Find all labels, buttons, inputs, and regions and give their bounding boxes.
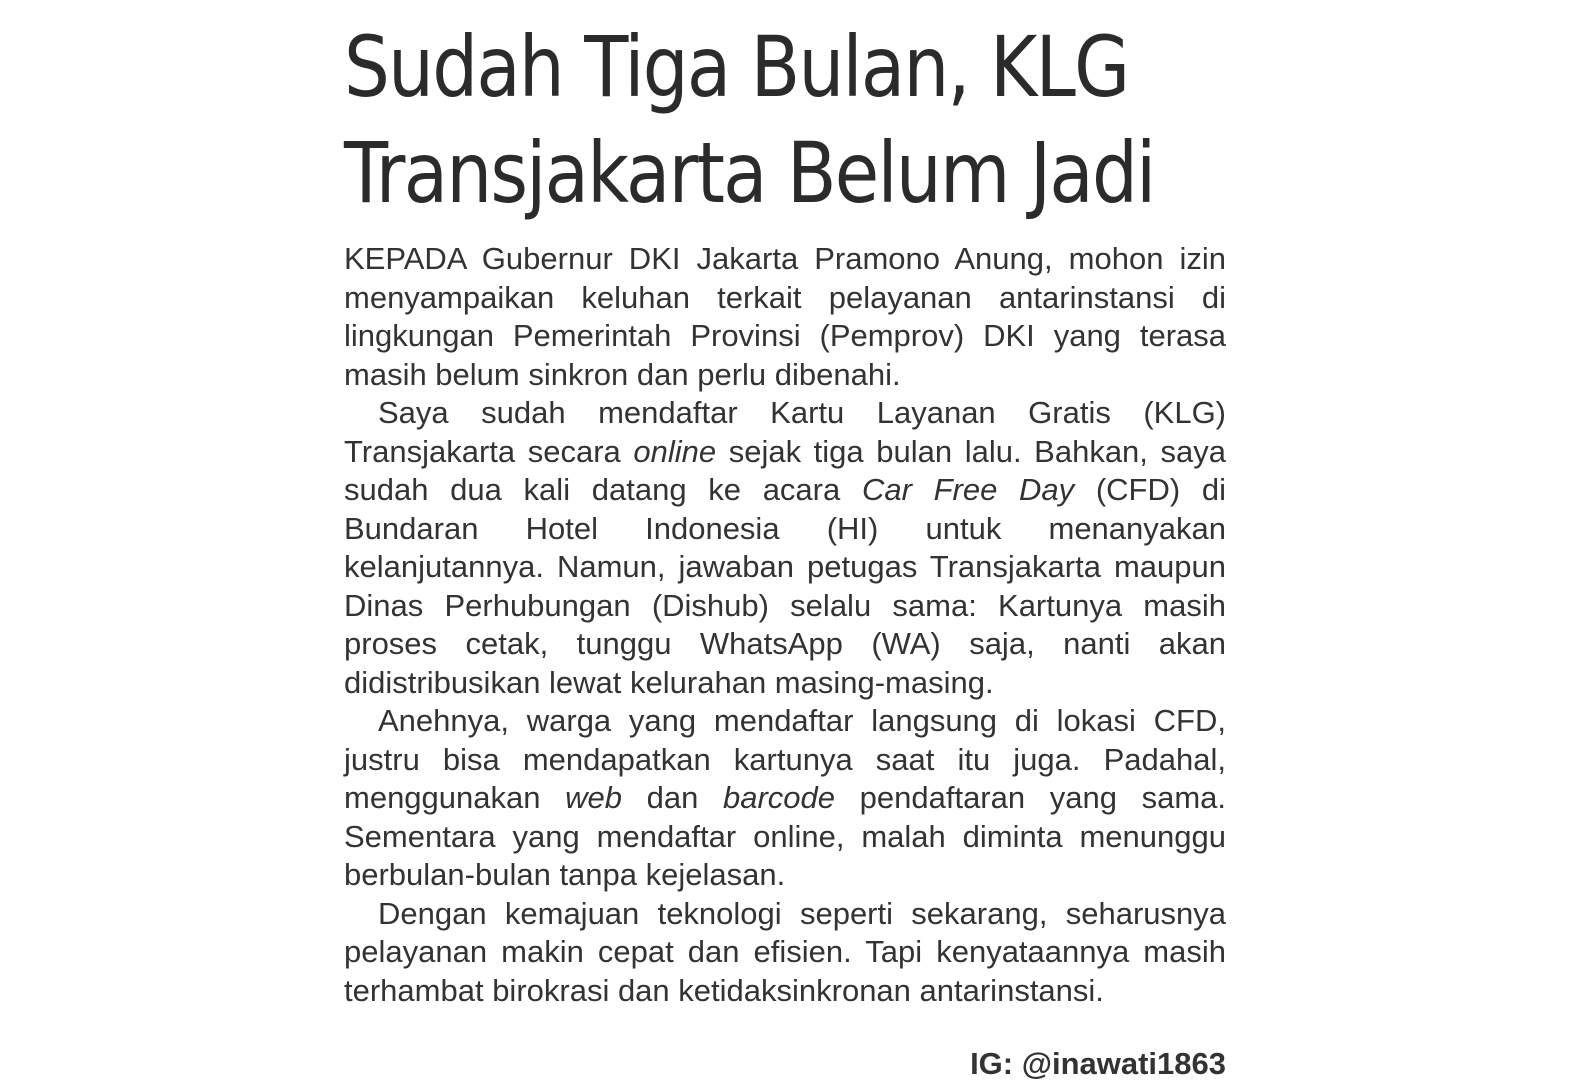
paragraph-2-part-a: Saya sudah mendaftar Kartu Layanan Gratis (KLG) Transjakarta secara (344, 395, 1226, 469)
article-body (344, 240, 1226, 1010)
signature: IG: @inawati1863 (970, 1046, 1226, 1081)
italic-car-free-day: Car Free Day (861, 472, 1075, 507)
italic-web: web (565, 780, 622, 815)
paragraph-4-text: Dengan kemajuan teknologi seperti sekarang, seharusnya pelayanan makin cepat dan efisien. Tapi kenyataannya masih terhambat birokrasi dan ketidaksinkronan antarinstansi. (344, 895, 1226, 1008)
paragraph-2-part-c: (CFD) di Bundaran Hotel Indonesia (HI) untuk menanyakan kelanjutannya. Namun, jawaban petugas Transjakarta maupun Dinas Perhubungan (Dishub) selalu sama: Kartunya masih proses cetak, tunggu WhatsApp (WA) saja, nanti akan didistribusikan lewat kelurahan masing-masing. (344, 472, 1227, 700)
paragraph-3-part-a: Anehnya, warga yang mendaftar langsung di lokasi CFD, justru bisa mendapatkan kartunya saat itu juga. Padahal, menggunakan (344, 703, 1226, 815)
paragraph-1 (344, 240, 1226, 394)
paragraph-2-part-b: sejak tiga bulan lalu. Bahkan, saya sudah dua kali datang ke acara (344, 433, 1226, 507)
paragraph-3-part-b: dan (622, 780, 723, 815)
headline (344, 14, 1155, 226)
paragraph-2 (344, 394, 1226, 702)
article (344, 14, 1226, 1010)
paragraph-1-text: KEPADA Gubernur DKI Jakarta Pramono Anung, mohon izin menyampaikan keluhan terkait pelayanan antarinstansi di lingkungan Pemerintah Provinsi (Pemprov) DKI yang terasa masih belum sinkron dan perlu dibenahi. (344, 241, 1226, 392)
italic-barcode: barcode (722, 780, 836, 815)
headline-line-2: Transjakarta Belum Jadi (344, 124, 1155, 222)
paragraph-3 (344, 702, 1226, 895)
paragraph-3-part-c: pendaftaran yang sama. Sementara yang mendaftar online, malah diminta menunggu berbulan-bulan tanpa kejelasan. (344, 780, 1227, 892)
italic-online: online (633, 433, 717, 469)
paragraph-4 (344, 895, 1226, 1011)
headline-line-1: Sudah Tiga Bulan, KLG (344, 18, 1129, 116)
